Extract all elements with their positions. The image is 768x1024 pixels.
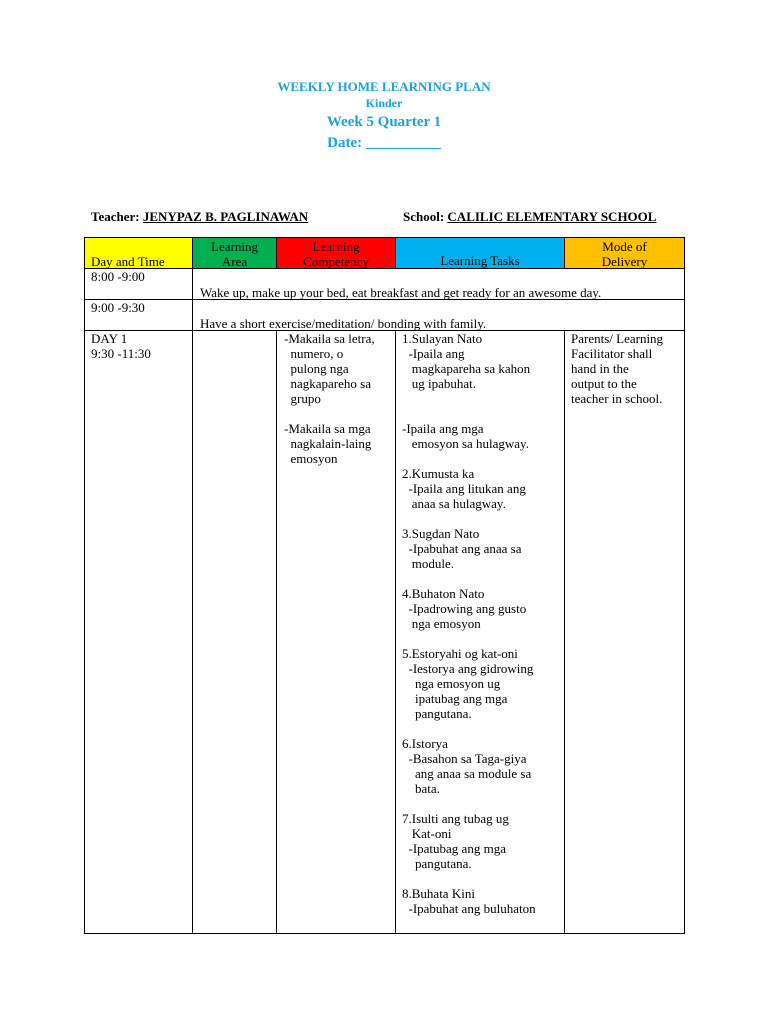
day1-time-cell (84, 330, 193, 934)
col-header-learning-competency (276, 237, 396, 269)
plan-week: Week 5 Quarter 1 (326, 114, 442, 130)
row-time: 9:00 -9:30 (91, 300, 145, 315)
row-activity: Have a short exercise/meditation/ bonding with family. (200, 316, 487, 331)
learning-plan-table (84, 237, 685, 934)
col-header-label: Day and Time (91, 254, 165, 269)
day1-mode: Parents/ Learning Facilitator shall hand in the output to the teacher in school. (571, 331, 664, 406)
row-time-divider (84, 268, 193, 300)
col-header-label: Learning Tasks (440, 253, 520, 268)
day1-tasks: 1.Sulayan Nato -Ipaila ang magkapareha sa kahon ug ipabuhat. -Ipaila ang mga emosyon sa hulagway. 2.Kumusta ka -Ipaila ang litukan ang anaa sa hulagway. 3.Sugdan Nato -Ipabuhat ang anaa sa module. 4.Buhaton Nato -Ipadrowing ang gusto nga emosyon 5.Estoryahi og kat-oni -Iestorya ang gidrowing nga emosyon ug ipatubag ang mga pangutana. 6.Istorya -Basahon sa Taga-giya ang anaa sa module sa bata. 7.Isulti ang tubag ug Kat-oni -Ipatubag ang mga pangutana. 8.Buhata Kini -Ipabuhat ang buluhaton (402, 331, 536, 916)
col-header-learning-area (192, 237, 277, 269)
school-info (403, 209, 656, 225)
plan-date: Date: __________ (327, 135, 441, 151)
day1-time: DAY 1 9:30 -11:30 (91, 331, 151, 361)
day1-competency-cell (276, 330, 396, 934)
col-header-learning-tasks (395, 237, 565, 269)
row-activity: Wake up, make up your bed, eat breakfast and get ready for an awesome day. (200, 285, 602, 300)
col-header-label: Learning Area (211, 239, 258, 269)
teacher-name: JENYPAZ B. PAGLINAWAN (142, 209, 309, 224)
col-header-label: Learning Competency (303, 239, 369, 269)
day1-tasks-cell (395, 330, 565, 934)
row-time-divider (84, 299, 193, 331)
school-name: CALILIC ELEMENTARY SCHOOL (447, 209, 657, 224)
day1-competency: -Makaila sa letra, numero, o pulong nga nagkapareho sa grupo -Makaila sa mga nagkalain-laing emosyon (284, 331, 375, 466)
row-time: 8:00 -9:00 (91, 269, 145, 284)
day1-mode-cell (564, 330, 685, 934)
col-header-mode-delivery (564, 237, 685, 269)
teacher-info (91, 209, 308, 225)
teacher-label: Teacher: (91, 209, 140, 224)
day1-area-cell (192, 330, 277, 934)
school-label: School: (403, 209, 445, 224)
col-header-day-time (84, 237, 193, 269)
col-header-label: Mode of Delivery (601, 239, 648, 269)
plan-title: WEEKLY HOME LEARNING PLAN (277, 79, 491, 94)
plan-grade: Kinder (365, 96, 403, 110)
